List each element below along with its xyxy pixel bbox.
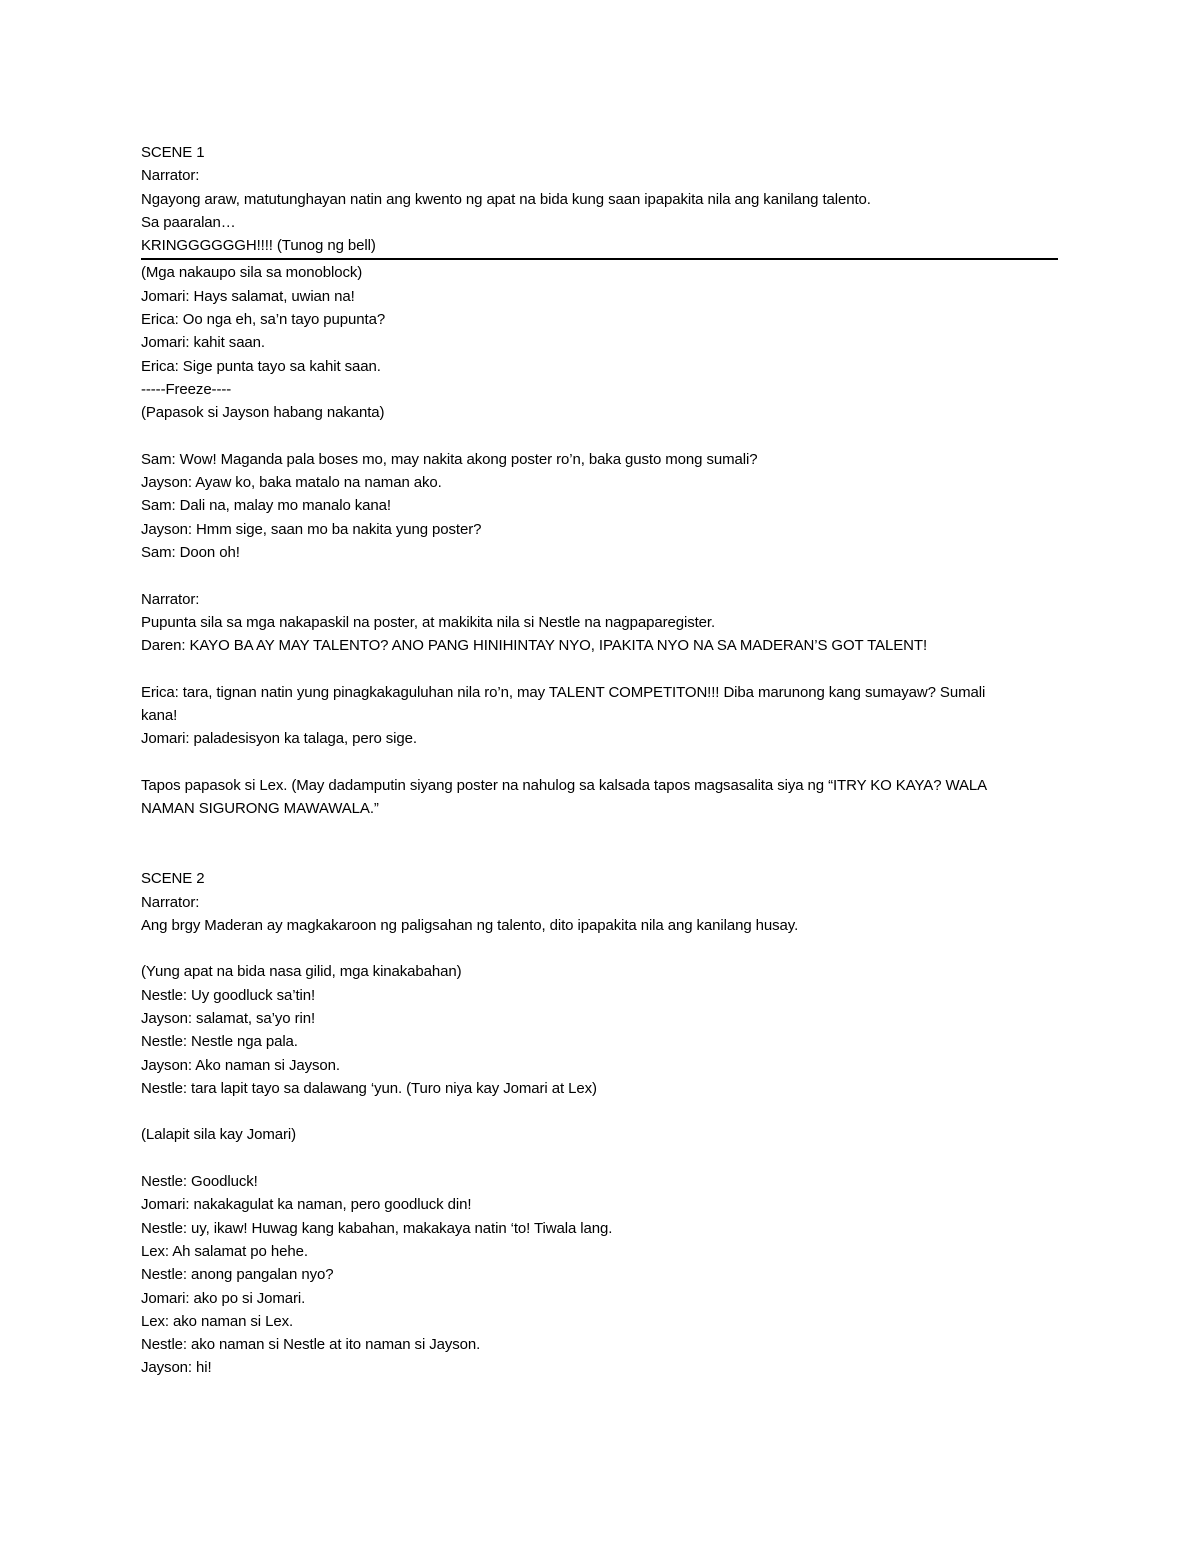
blank-line	[141, 425, 1058, 448]
script-line: Jayson: Ako naman si Jayson.	[141, 1056, 340, 1074]
script-line: Nestle: Goodluck!	[141, 1173, 258, 1191]
script-line: (Yung apat na bida nasa gilid, mga kinakabahan)	[141, 963, 462, 981]
blank-line	[141, 821, 1058, 868]
script-line: Jomari: nakakagulat ka naman, pero goodluck din!	[141, 1196, 472, 1214]
script-line: Jayson: salamat, sa’yo rin!	[141, 1009, 316, 1027]
script-line: Erica: Oo nga eh, sa’n tayo pupunta?	[141, 311, 386, 329]
narrator-label: Narrator:	[141, 167, 200, 185]
script-line: Erica: tara, tignan natin yung pinagkakaguluhan nila ro’n, may TALENT COMPETITON!!! Diba marunong kang sumayaw? Sumali	[141, 683, 986, 701]
scene-1-intro: Ngayong araw, matutunghayan natin ang kwento ng apat na bida kung saan ipapakita nila ang kanilang talento.	[141, 190, 871, 208]
script-line: kana!	[141, 707, 178, 725]
scene-1-bell-line: KRINGGGGGGH!!!! (Tunog ng bell)	[141, 237, 376, 255]
script-line: (Lalapit sila kay Jomari)	[141, 1126, 297, 1144]
script-line: Nestle: tara lapit tayo sa dalawang ‘yun. (Turo niya kay Jomari at Lex)	[141, 1079, 597, 1097]
script-line: Lex: ako naman si Lex.	[141, 1312, 294, 1330]
script-line: -----Freeze----	[141, 380, 232, 398]
script-line: Jomari: ako po si Jomari.	[141, 1289, 306, 1307]
script-line: NAMAN SIGURONG MAWAWALA.”	[141, 800, 379, 818]
script-line: Jayson: Hmm sige, saan mo ba nakita yung poster?	[141, 520, 482, 538]
script-line: Nestle: Uy goodluck sa’tin!	[141, 986, 316, 1004]
scene-2-heading: SCENE 2	[141, 870, 205, 888]
script-line: Nestle: anong pangalan nyo?	[141, 1266, 334, 1284]
script-line: Nestle: ako naman si Nestle at ito naman si Jayson.	[141, 1336, 481, 1354]
script-line: Sam: Doon oh!	[141, 544, 240, 562]
scene-1-setting: Sa paaralan…	[141, 213, 236, 231]
script-line: Jayson: hi!	[141, 1359, 212, 1377]
script-line: Jomari: paladesisyon ka talaga, pero sige.	[141, 730, 417, 748]
script-line: Nestle: uy, ikaw! Huwag kang kabahan, makakaya natin ‘to! Tiwala lang.	[141, 1219, 613, 1237]
script-line: (Mga nakaupo sila sa monoblock)	[141, 264, 363, 282]
script-line: Nestle: Nestle nga pala.	[141, 1033, 298, 1051]
script-line: Daren: KAYO BA AY MAY TALENTO? ANO PANG HINIHINTAY NYO, IPAKITA NYO NA SA MADERAN’S GOT TALENT!	[141, 637, 928, 655]
blank-line	[141, 751, 1058, 774]
script-line: Sam: Wow! Maganda pala boses mo, may nakita akong poster ro’n, baka gusto mong sumali?	[141, 450, 758, 468]
script-line: Narrator:	[141, 590, 200, 608]
script-line: Jayson: Ayaw ko, baka matalo na naman ako.	[141, 474, 442, 492]
script-line: Jomari: kahit saan.	[141, 334, 265, 352]
blank-line	[141, 564, 1058, 587]
script-line: Pupunta sila sa mga nakapaskil na poster, at makikita nila si Nestle na nagpaparegister.	[141, 613, 716, 631]
script-line: (Papasok si Jayson habang nakanta)	[141, 404, 385, 422]
blank-line	[141, 937, 1058, 960]
narrator-label: Narrator:	[141, 893, 200, 911]
script-line: Jomari: Hays salamat, uwian na!	[141, 287, 355, 305]
script-line: Tapos papasok si Lex. (May dadamputin siyang poster na nahulog sa kalsada tapos magsasalita siya ng “ITRY KO KAYA? WALA	[141, 777, 988, 795]
script-line: Erica: Sige punta tayo sa kahit saan.	[141, 357, 381, 375]
script-body	[141, 141, 1058, 1380]
scene-1-heading: SCENE 1	[141, 144, 205, 161]
script-line: Lex: Ah salamat po hehe.	[141, 1242, 308, 1260]
blank-line	[141, 1100, 1058, 1123]
blank-line	[141, 1147, 1058, 1170]
script-line: Sam: Dali na, malay mo manalo kana!	[141, 497, 391, 515]
horizontal-rule	[141, 258, 1058, 260]
scene-2-intro: Ang brgy Maderan ay magkakaroon ng paligsahan ng talento, dito ipapakita nila ang kanilang husay.	[141, 916, 799, 934]
blank-line	[141, 658, 1058, 681]
